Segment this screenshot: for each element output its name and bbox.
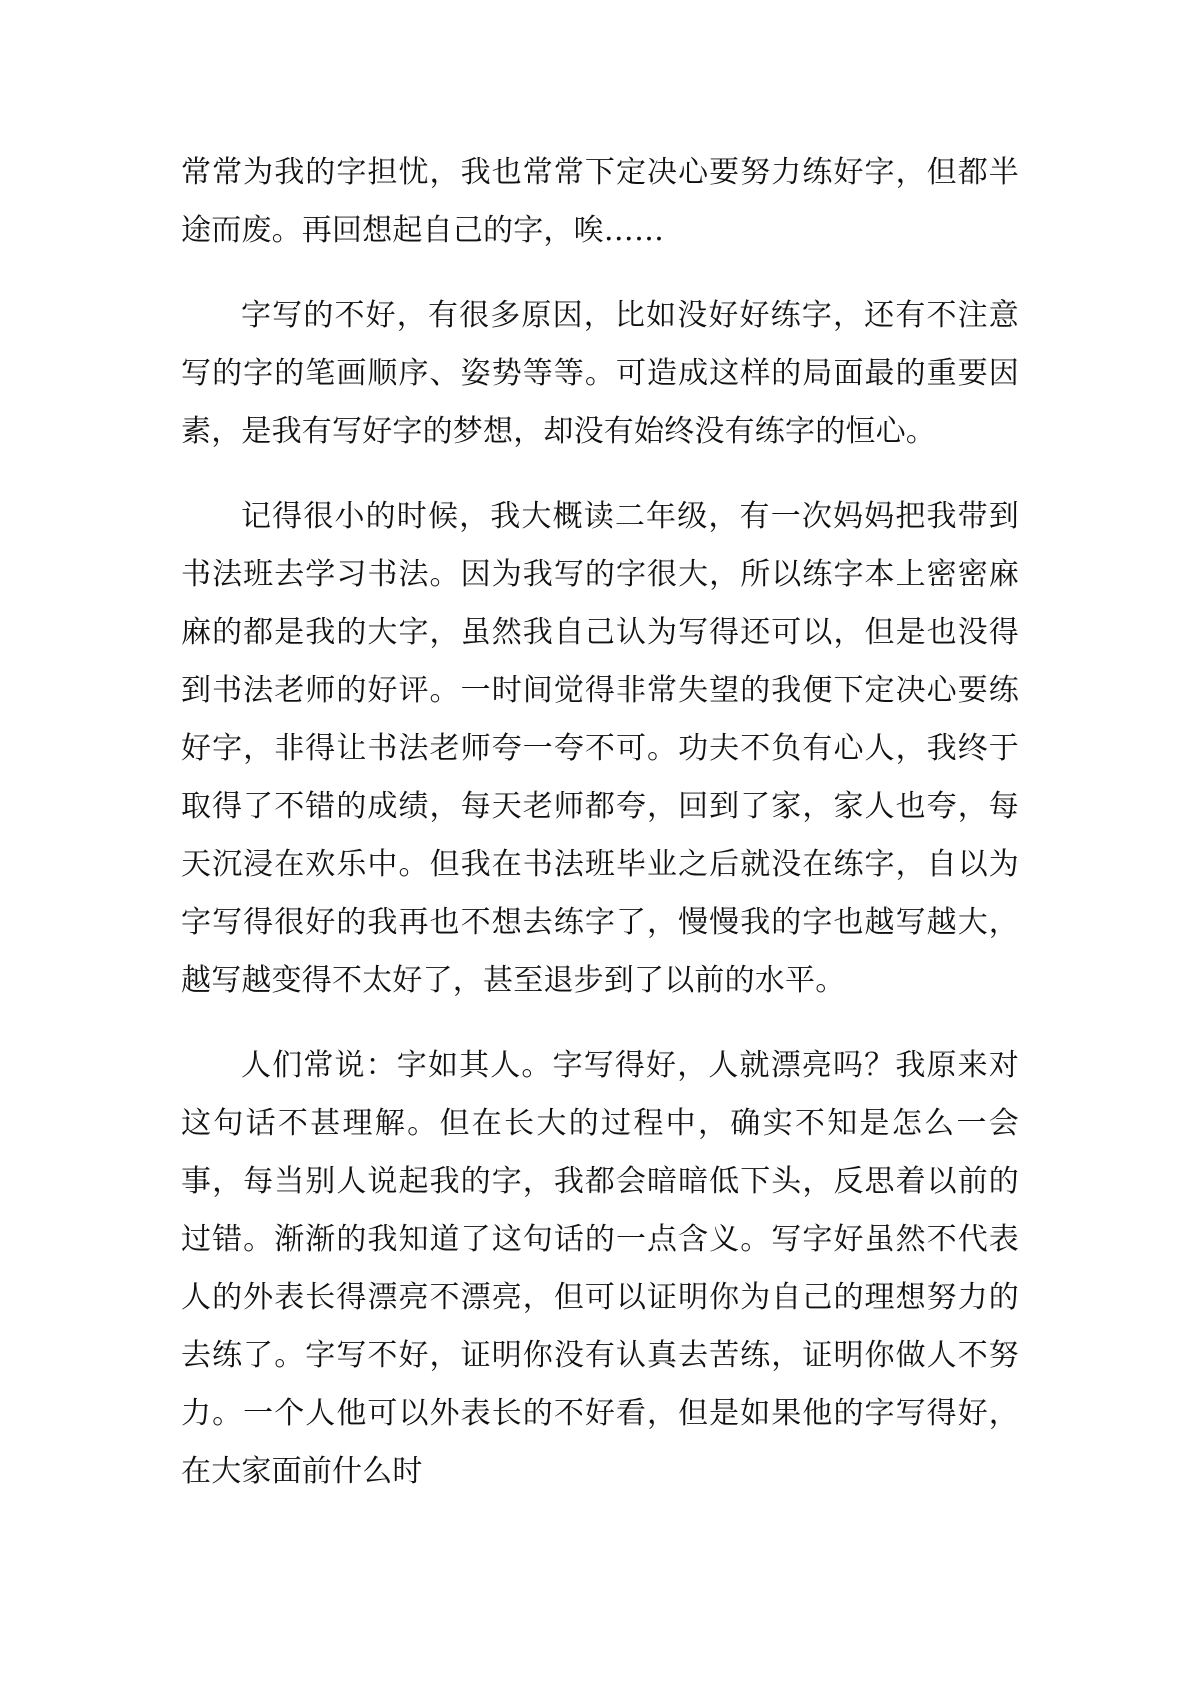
paragraph-3: 记得很小的时候，我大概读二年级，有一次妈妈把我带到书法班去学习书法。因为我写的字很大，所以练字本上密密麻麻的都是我的大字，虽然我自己认为写得还可以，但是也没得到书法老师的好评。一时间觉得非常失望的我便下定决心要练好字，非得让书法老师夸一夸不可。功夫不负有心人，我终于取得了不错的成绩，每天老师都夸，回到了家，家人也夸，每天沉浸在欢乐中。但我在书法班毕业之后就没在练字，自以为字写得很好的我再也不想去练字了，慢慢我的字也越写越大，越写越变得不太好了，甚至退步到了以前的水平。	[181, 499, 1019, 998]
document-body	[181, 144, 1019, 1528]
paragraph-1: 常常为我的字担忧，我也常常下定决心要努力练好字，但都半途而废。再回想起自己的字，唉……	[181, 155, 1019, 248]
paragraph-2: 字写的不好，有很多原因，比如没好好练字，还有不注意写的字的笔画顺序、姿势等等。可造成这样的局面最的重要因素，是我有写好字的梦想，却没有始终没有练字的恒心。	[181, 298, 1019, 449]
paragraph-4: 人们常说：字如其人。字写得好，人就漂亮吗？我原来对这句话不甚理解。但在长大的过程中，确实不知是怎么一会事，每当别人说起我的字，我都会暗暗低下头，反思着以前的过错。渐渐的我知道了这句话的一点含义。写字好虽然不代表人的外表长得漂亮不漂亮，但可以证明你为自己的理想努力的去练了。字写不好，证明你没有认真去苦练，证明你做人不努力。一个人他可以外表长的不好看，但是如果他的字写得好，在大家面前什么时	[181, 1048, 1019, 1489]
